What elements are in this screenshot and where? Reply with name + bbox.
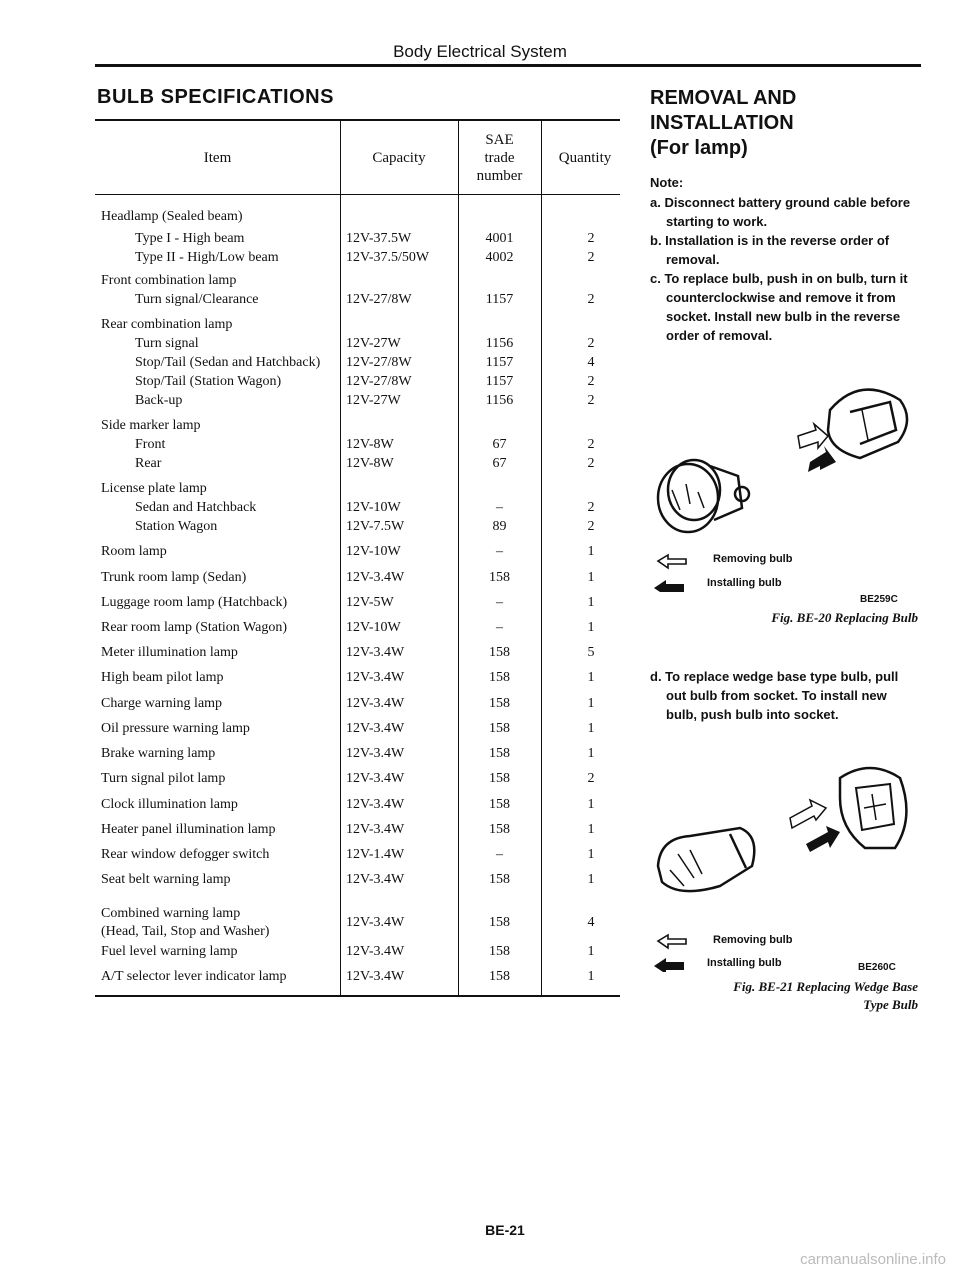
removing-arrow-icon (658, 935, 686, 948)
table-row-sae: – (496, 500, 503, 515)
table-row-sae: 158 (489, 797, 510, 812)
table-row-sae: 1156 (485, 393, 514, 408)
table-row-sae: 4002 (485, 250, 514, 265)
table-row-item: License plate lamp (101, 481, 207, 496)
table-row-sae: 89 (492, 519, 507, 534)
table-row-quantity: 1 (587, 595, 595, 610)
table-row-capacity: 12V-7.5W (346, 519, 405, 534)
table-row-sae: 158 (489, 570, 510, 585)
table-row-quantity: 1 (587, 721, 595, 736)
table-row-quantity: 2 (587, 519, 595, 534)
table-row-quantity: 2 (587, 250, 595, 265)
table-row-sae: – (496, 847, 503, 862)
table-row-capacity: 12V-3.4W (346, 645, 405, 660)
table-row-capacity: 12V-3.4W (346, 696, 405, 711)
table-row-item: Trunk room lamp (Sedan) (101, 570, 247, 585)
table-row-item: Rear (135, 456, 162, 471)
table-row-item: Turn signal (135, 336, 199, 351)
table-row-quantity: 1 (587, 969, 595, 984)
table-row-capacity: 12V-3.4W (346, 969, 405, 984)
table-row-capacity: 12V-27/8W (346, 355, 412, 370)
table-row-capacity: 12V-3.4W (346, 797, 405, 812)
table-row-item: Oil pressure warning lamp (101, 721, 250, 736)
table-row-capacity: 12V-3.4W (346, 771, 405, 786)
table-row-capacity: 12V-3.4W (346, 872, 405, 887)
note-d: d. To replace wedge base type bulb, pull out bulb from socket. To install new bulb, push bulb into socket. (650, 669, 899, 722)
fig1-legend-arrows (650, 552, 710, 592)
fig1-legend-installing: Installing bulb (707, 577, 782, 589)
fig-be21-illustration (650, 758, 930, 918)
table-bottom-rule (95, 995, 620, 997)
table-row-capacity: 12V-3.4W (346, 721, 405, 736)
table-row-item: Fuel level warning lamp (101, 944, 238, 959)
table-row-item: Rear window defogger switch (101, 847, 270, 862)
fig2-legend-installing: Installing bulb (707, 957, 782, 969)
table-row-quantity: 2 (587, 393, 595, 408)
table-row-sae: 158 (489, 746, 510, 761)
table-row-capacity: 12V-37.5/50W (346, 250, 430, 265)
table-row-capacity: 12V-27/8W (346, 292, 412, 307)
table-row-item: Combined warning lamp (101, 906, 241, 921)
table-row-quantity: 2 (587, 456, 595, 471)
col-header-sae: SAE trade number (476, 132, 523, 184)
table-row-capacity: 12V-3.4W (346, 944, 405, 959)
table-row-quantity: 1 (587, 570, 595, 585)
table-row-sae: 158 (489, 696, 510, 711)
table-row-item: Type II - High/Low beam (135, 250, 279, 265)
col-divider (340, 121, 341, 995)
page-header: Body Electrical System (393, 42, 567, 61)
table-row-item: A/T selector lever indicator lamp (101, 969, 287, 984)
table-row-item-continued: (Head, Tail, Stop and Washer) (101, 924, 270, 939)
table-row-quantity: 4 (587, 355, 595, 370)
watermark: carmanualsonline.info (800, 1251, 946, 1268)
table-row-capacity: 12V-8W (346, 456, 394, 471)
table-row-item: Seat belt warning lamp (101, 872, 231, 887)
table-row-quantity: 2 (587, 771, 595, 786)
table-row-quantity: 1 (587, 797, 595, 812)
col-header-item: Item (203, 150, 232, 166)
table-row-sae: – (496, 620, 503, 635)
table-row-item: Turn signal/Clearance (135, 292, 259, 307)
table-row-quantity: 1 (587, 746, 595, 761)
fig2-legend-arrows (650, 932, 710, 972)
table-row-item: Type I - High beam (135, 231, 245, 246)
fig1-legend-removing: Removing bulb (713, 553, 793, 565)
notes-block (650, 173, 920, 345)
header-rule (95, 64, 921, 67)
table-row-item: Rear room lamp (Station Wagon) (101, 620, 288, 635)
table-row-sae: 158 (489, 721, 510, 736)
table-row-capacity: 12V-3.4W (346, 670, 405, 685)
fig1-caption: Fig. BE-20 Replacing Bulb (771, 610, 918, 625)
table-row-sae: – (496, 544, 503, 559)
table-row-capacity: 12V-10W (346, 620, 401, 635)
fig2-code: BE260C (858, 962, 896, 973)
table-row-sae: – (496, 595, 503, 610)
table-row-capacity: 12V-3.4W (346, 570, 405, 585)
note-a: a. Disconnect battery ground cable before starting to work. (650, 195, 911, 229)
table-row-item: Meter illumination lamp (101, 645, 238, 660)
table-row-capacity: 12V-27W (346, 393, 401, 408)
fig-be20-illustration (650, 380, 930, 550)
table-row-capacity: 12V-27W (346, 336, 401, 351)
table-row-quantity: 1 (587, 872, 595, 887)
table-row-item: Stop/Tail (Sedan and Hatchback) (135, 355, 321, 370)
table-row-sae: 158 (489, 944, 510, 959)
fig2-legend-removing: Removing bulb (713, 934, 793, 946)
table-row-quantity: 1 (587, 944, 595, 959)
fig1-code: BE259C (860, 594, 898, 605)
table-row-item: Sedan and Hatchback (135, 500, 257, 515)
table-row-item: Back-up (135, 393, 183, 408)
table-row-quantity: 4 (587, 915, 595, 930)
table-row-quantity: 2 (587, 231, 595, 246)
table-row-quantity: 1 (587, 670, 595, 685)
table-row-quantity: 2 (587, 437, 595, 452)
table-row-capacity: 12V-27/8W (346, 374, 412, 389)
note-d-block (650, 667, 920, 724)
section-title-removal: REMOVAL AND INSTALLATION (For lamp) (650, 87, 797, 159)
installing-arrow-icon (654, 580, 684, 592)
removing-arrow-icon (658, 555, 686, 568)
fig2-caption: Fig. BE-21 Replacing Wedge Base Type Bulb (733, 979, 918, 1012)
table-row-sae: 158 (489, 771, 510, 786)
table-row-sae: 158 (489, 969, 510, 984)
note-c: c. To replace bulb, push in on bulb, turn it counterclockwise and remove it from socket. Install new bulb in the reverse order of removal. (650, 271, 908, 343)
table-row-sae: 1157 (485, 292, 514, 307)
table-row-item: Turn signal pilot lamp (101, 771, 226, 786)
table-row-capacity: 12V-37.5W (346, 231, 412, 246)
table-row-capacity: 12V-5W (346, 595, 394, 610)
installing-arrow-icon (654, 958, 684, 972)
table-row-quantity: 1 (587, 696, 595, 711)
table-row-sae: 67 (492, 437, 507, 452)
table-row-sae: 4001 (485, 231, 514, 246)
table-row-item: Front combination lamp (101, 273, 237, 288)
table-row-sae: 1157 (485, 355, 514, 370)
table-row-item: Room lamp (101, 544, 167, 559)
table-row-item: Front (135, 437, 166, 452)
table-row-quantity: 2 (587, 336, 595, 351)
table-row-sae: 1157 (485, 374, 514, 389)
table-row-quantity: 2 (587, 500, 595, 515)
table-row-capacity: 12V-8W (346, 437, 394, 452)
table-row-quantity: 5 (587, 645, 595, 660)
table-row-capacity: 12V-3.4W (346, 746, 405, 761)
table-row-sae: 67 (492, 456, 507, 471)
table-row-capacity: 12V-3.4W (346, 915, 405, 930)
page-number: BE-21 (485, 1222, 525, 1238)
section-title-bulb-specs: BULB SPECIFICATIONS (97, 86, 334, 108)
table-row-sae: 158 (489, 645, 510, 660)
table-row-quantity: 1 (587, 544, 595, 559)
note-label: Note: (650, 175, 684, 190)
table-row-sae: 158 (489, 670, 510, 685)
col-header-quantity: Quantity (558, 150, 612, 166)
table-row-quantity: 1 (587, 847, 595, 862)
table-row-capacity: 12V-3.4W (346, 822, 405, 837)
table-row-item: Rear combination lamp (101, 317, 233, 332)
table-row-quantity: 2 (587, 374, 595, 389)
table-row-item: Station Wagon (135, 519, 218, 534)
table-row-capacity: 12V-10W (346, 500, 401, 515)
table-row-item: Charge warning lamp (101, 696, 223, 711)
table-row-item: Headlamp (Sealed beam) (101, 209, 243, 224)
table-row-sae: 158 (489, 872, 510, 887)
table-row-item: Clock illumination lamp (101, 797, 238, 812)
table-row-quantity: 1 (587, 620, 595, 635)
table-row-sae: 158 (489, 915, 510, 930)
table-row-sae: 1156 (485, 336, 514, 351)
note-b: b. Installation is in the reverse order of removal. (650, 233, 890, 267)
table-row-quantity: 1 (587, 822, 595, 837)
table-row-capacity: 12V-1.4W (346, 847, 405, 862)
table-row-item: Brake warning lamp (101, 746, 216, 761)
col-header-capacity: Capacity (372, 150, 426, 166)
table-row-item: Heater panel illumination lamp (101, 822, 276, 837)
table-row-item: Luggage room lamp (Hatchback) (101, 595, 288, 610)
table-row-sae: 158 (489, 822, 510, 837)
table-row-quantity: 2 (587, 292, 595, 307)
table-row-item: Stop/Tail (Station Wagon) (135, 374, 282, 389)
table-row-capacity: 12V-10W (346, 544, 401, 559)
table-row-item: High beam pilot lamp (101, 670, 224, 685)
table-row-item: Side marker lamp (101, 418, 201, 433)
